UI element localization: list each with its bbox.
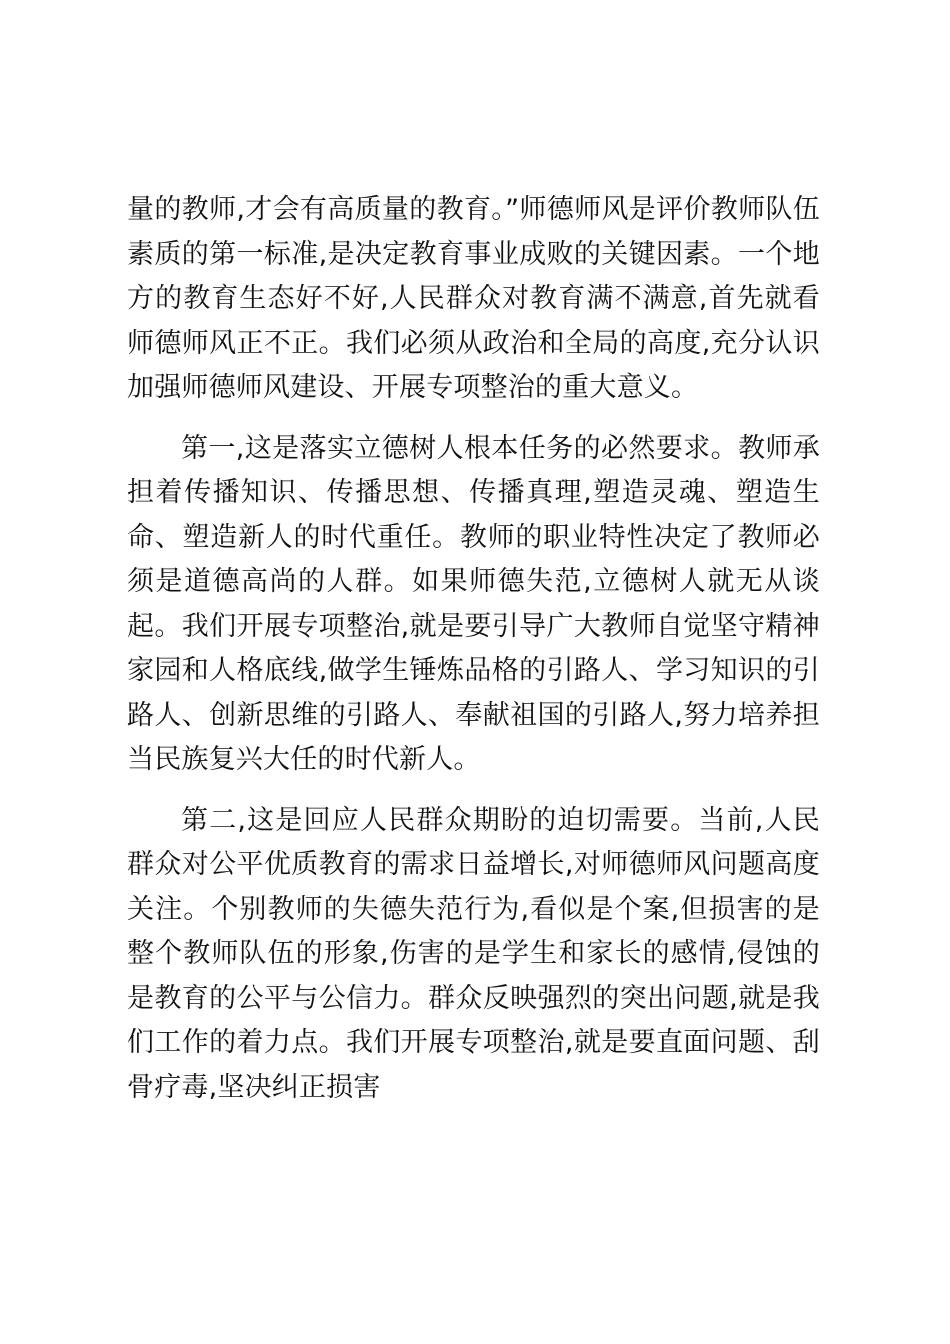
paragraph-second-point: 第二,这是回应人民群众期盼的迫切需要。当前,人民群众对公平优质教育的需求日益增长,对师德师风问题高度关注。个别教师的失德失范行为,看似是个案,但损害的是整个教师队伍的形象,伤害的是学生和家长的感情,侵蚀的是教育的公平与公信力。群众反映强烈的突出问题,就是我们工作的着力点。我们开展专项整治,就是要直面问题、刮骨疗毒,坚决纠正损害 bbox=[127, 804, 820, 1103]
document-body bbox=[127, 188, 820, 1110]
paragraph-continuation: 量的教师,才会有高质量的教育。”师德师风是评价教师队伍素质的第一标准,是决定教育事业成败的关键因素。一个地方的教育生态好不好,人民群众对教育满不满意,首先就看师德师风正不正。我们必须从政治和全局的高度,充分认识加强师德师风建设、开展专项整治的重大意义。 bbox=[127, 194, 820, 403]
paragraph-first-point: 第一,这是落实立德树人根本任务的必然要求。教师承担着传播知识、传播思想、传播真理,塑造灵魂、塑造生命、塑造新人的时代重任。教师的职业特性决定了教师必须是道德高尚的人群。如果师德失范,立德树人就无从谈起。我们开展专项整治,就是要引导广大教师自觉坚守精神家园和人格底线,做学生锤炼品格的引路人、学习知识的引路人、创新思维的引路人、奉献祖国的引路人,努力培养担当民族复兴大任的时代新人。 bbox=[127, 432, 820, 775]
